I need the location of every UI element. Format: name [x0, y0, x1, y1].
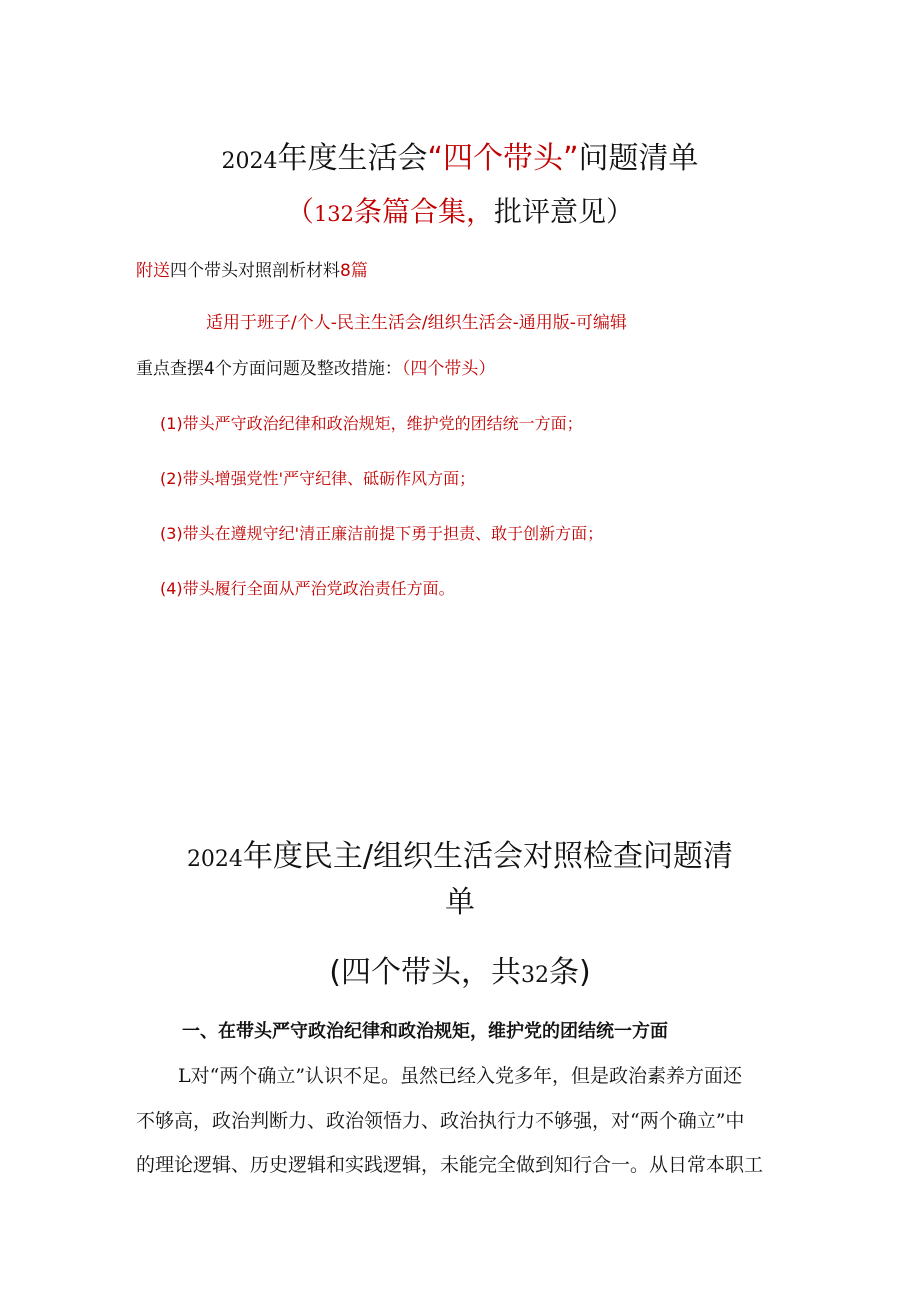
section-heading: 一、在带头严守政治纪律和政治规矩，维护党的团结统一方面	[182, 1021, 668, 1042]
focus-label: 重点查摆4个方面问题及整改措施：	[136, 359, 402, 379]
checklist-subtitle-count: 32	[521, 963, 549, 988]
checklist-subtitle-suffix: 条)	[549, 955, 591, 990]
body-paragraph-line: L对“两个确立”认识不足。虽然已经入党多年，但是政治素养方面还	[178, 1065, 743, 1087]
body-paragraph-line: 不够高，政治判断力、政治领悟力、政治执行力不够强，对“两个确立”中	[136, 1110, 745, 1132]
focus-item: (3)带头在遵规守纪'清正廉洁前提下勇于担责、敢于创新方面；	[160, 524, 604, 543]
focus-tag: （四个带头）	[401, 359, 496, 379]
checklist-title-year: 2024	[186, 847, 243, 872]
subtitle-count: 132	[313, 202, 355, 226]
title-suffix: 问题清单	[578, 141, 699, 176]
document-title	[0, 138, 920, 183]
body-paragraph-line: 的理论逻辑、历史逻辑和实践逻辑，未能完全做到知行合一。从日常本职工	[136, 1154, 764, 1176]
focus-line	[136, 356, 495, 382]
checklist-subtitle-prefix: (四个带头，共	[329, 955, 521, 990]
checklist-title	[0, 836, 920, 881]
document-subtitle	[0, 192, 920, 234]
checklist-subtitle	[0, 952, 920, 997]
title-year: 2024	[221, 149, 278, 174]
focus-item: (2)带头增强党性'严守纪律、砥砺作风方面；	[160, 469, 476, 488]
attachment-text: 四个带头对照剖析材料	[170, 261, 340, 281]
subtitle-black-text: 批评意见）	[494, 195, 635, 228]
attachment-count: 8篇	[340, 261, 368, 281]
attachment-line	[136, 258, 368, 284]
checklist-title-continuation: 单	[445, 885, 475, 920]
focus-item: (4)带头履行全面从严治党政治责任方面。	[160, 579, 455, 598]
subtitle-red-text: 条篇合集，	[354, 195, 495, 228]
focus-item: (1)带头严守政治纪律和政治规矩，维护党的团结统一方面；	[160, 414, 583, 433]
title-prefix: 年度生活会	[277, 141, 428, 176]
attachment-prefix: 附送	[136, 261, 170, 281]
subtitle-open-paren: （	[285, 195, 314, 228]
scope-line: 适用于班子/个人-民主生活会/组织生活会-通用版-可编辑	[206, 313, 627, 333]
checklist-title-text: 年度民主/组织生活会对照检查问题清	[242, 839, 734, 874]
title-highlight: “四个带头”	[427, 141, 579, 176]
